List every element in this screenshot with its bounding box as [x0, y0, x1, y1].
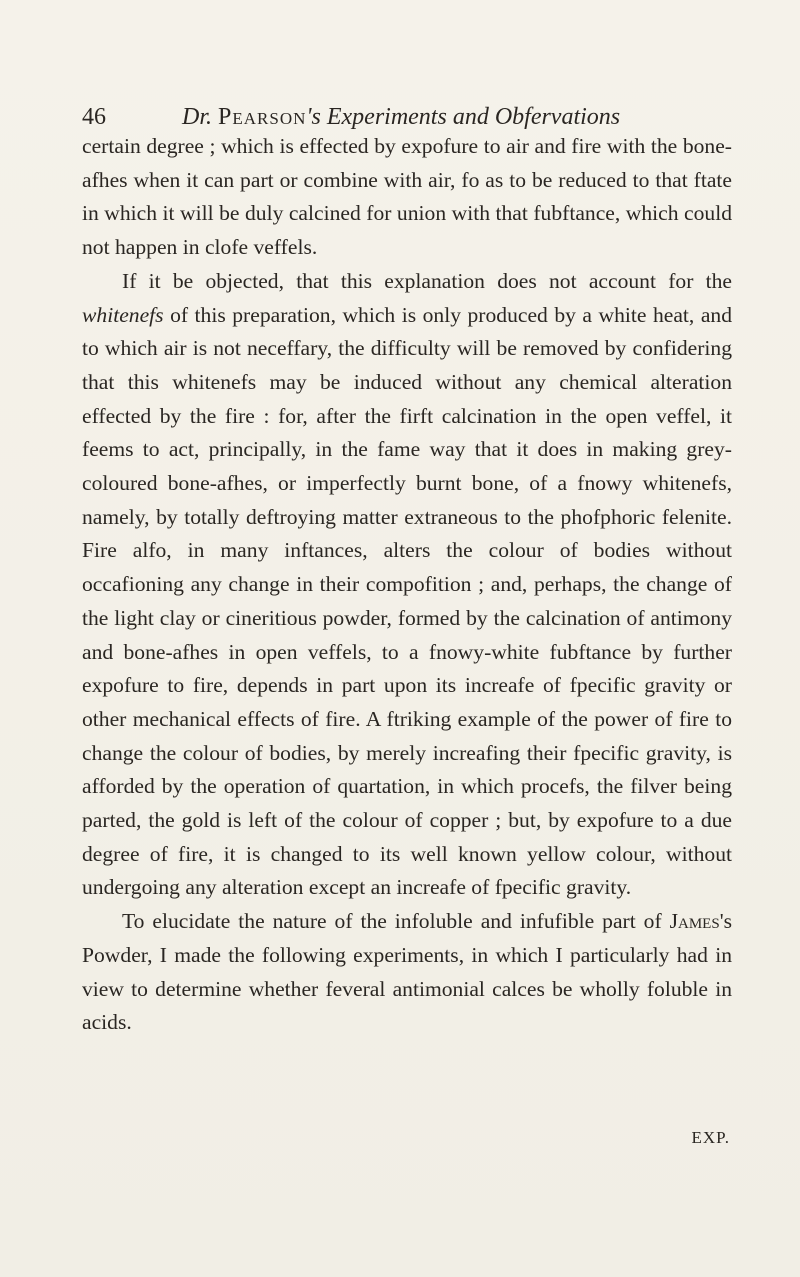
- page-number: 46: [82, 104, 106, 130]
- paragraph: [82, 905, 732, 1040]
- text-run: 's Powder, I made the following experiments, in which I particularly had in view to determine whether feveral antimonial calces be wholly foluble in acids.: [82, 909, 732, 1035]
- running-head: [82, 100, 732, 134]
- smallcaps-text: James: [669, 909, 720, 934]
- title-rest: 's Experiments and Obfervations: [306, 104, 621, 130]
- title-prefix: Dr.: [182, 104, 213, 130]
- text-run: certain degree ; which is effected by expofure to air and fire with the bone-afhes when it can part or combine with air, fo as to be reduced to that ftate in which it will be duly calcined for union with that fubftance, which could not happen in clofe veffels.: [82, 134, 732, 260]
- catchword: EXP.: [691, 1128, 730, 1147]
- paragraph: [82, 265, 732, 905]
- text-run: If it be objected, that this explanation does not account for the: [122, 268, 732, 293]
- title-author: Pearson: [218, 104, 307, 130]
- paragraph: [82, 130, 732, 265]
- body-text: [82, 130, 732, 1040]
- running-title: [182, 104, 620, 130]
- italic-text: whitenefs: [82, 302, 164, 327]
- text-run: To elucidate the nature of the infoluble and infufible part of: [122, 909, 670, 934]
- text-run: of this preparation, which is only produced by a white heat, and to which air is not neceffary, the difficulty will be removed by confidering that this whitenefs may be induced without any chemical alteration effected by the fire : for, after the firft calcination in the open veffel, it feems to act, principally, in the fame way that it does in making grey-coloured bone-afhes, or imperfectly burnt bone, of a fnowy whitenefs, namely, by totally deftroying matter extraneous to the phofphoric felenite. Fire alfo, in many inftances, alters the colour of bodies without occafioning any change in their compofition ; and, perhaps, the change of the light clay or cineritious powder, formed by the calcination of antimony and bone-afhes in open veffels, to a fnowy-white fubftance by further expofure to fire, depends in part upon its increafe of fpecific gravity or other mechanical effects of fire. A ftriking example of the power of fire to change the colour of bodies, by merely increafing their fpecific gravity, is afforded by the operation of quartation, in which procefs, the filver being parted, the gold is left of the colour of copper ; but, by expofure to a due degree of fire, it is changed to its well known yellow colour, without undergoing any alteration except an increafe of fpecific gravity.: [82, 302, 732, 900]
